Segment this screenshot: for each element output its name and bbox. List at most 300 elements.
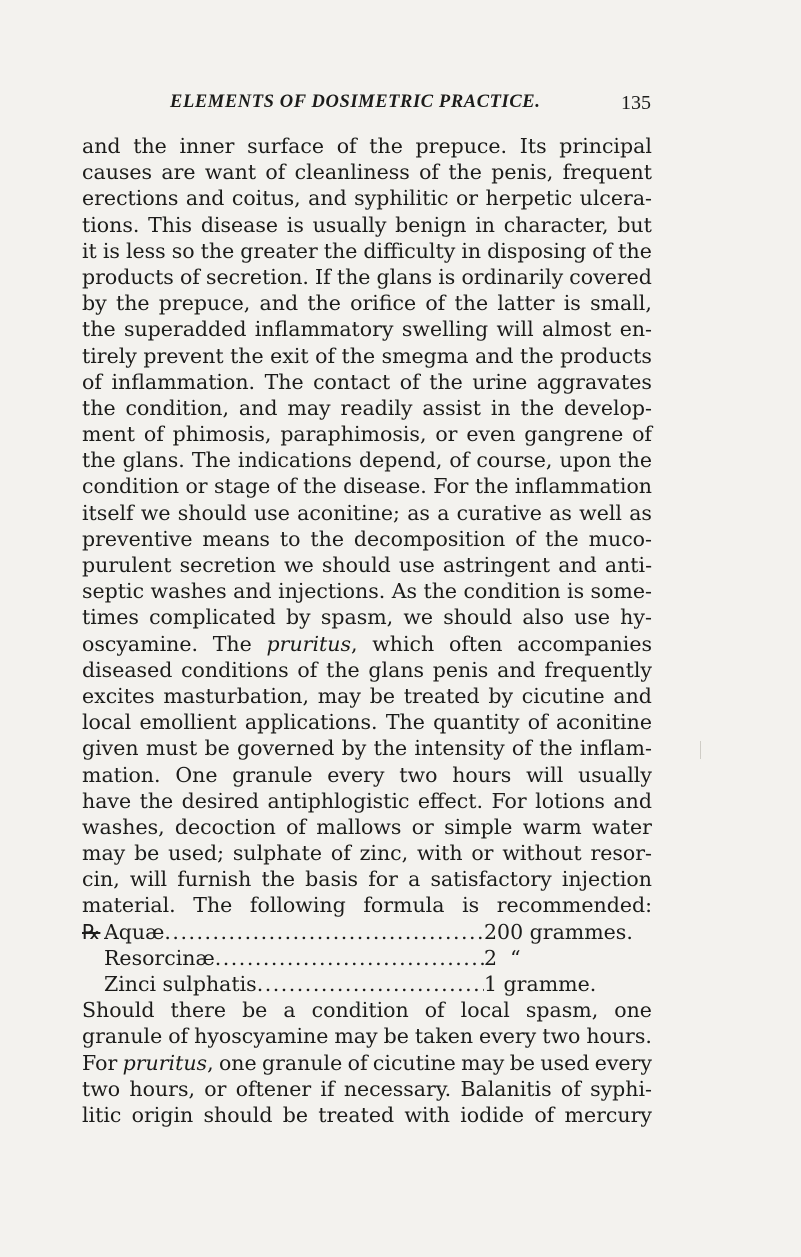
word: origin (131, 1102, 194, 1127)
word: satisfactory (430, 867, 552, 892)
word: usually (312, 212, 387, 237)
word: injections. (278, 579, 386, 604)
paragraph-before-formula (82, 133, 652, 919)
formula-row (82, 971, 652, 997)
word: be (204, 736, 230, 761)
word: and (308, 186, 347, 211)
word: aggravates (536, 369, 652, 394)
word: recommended: (496, 893, 652, 918)
text-line (82, 866, 652, 892)
word: of (399, 369, 420, 394)
word: is (102, 238, 120, 263)
word: two (82, 1076, 121, 1101)
word: gangrene (524, 422, 624, 447)
word: inflammation. (111, 369, 256, 394)
text-line (82, 526, 652, 552)
word: will (129, 867, 168, 892)
prescription-formula (82, 919, 652, 998)
word: with (404, 1102, 450, 1127)
formula-quantity: 2 “ (484, 945, 521, 970)
word: zinc, (359, 841, 409, 866)
text-line (82, 212, 652, 238)
word: to (279, 526, 301, 551)
formula-row (82, 919, 652, 945)
word: smegma (381, 343, 469, 368)
text-line (82, 1076, 652, 1102)
page-number: 135 (621, 92, 651, 114)
formula-ingredient: Resorcinæ (104, 945, 215, 970)
word: orifice (350, 291, 417, 316)
text-line (82, 683, 652, 709)
word: hy- (620, 605, 652, 630)
scan-artifact (700, 741, 701, 759)
text-line (82, 709, 652, 735)
word: basis (305, 867, 359, 892)
word: spasm, (320, 605, 394, 630)
word: latter (497, 291, 555, 316)
formula-quantity: 200 grammes. (484, 919, 633, 944)
word: also (522, 605, 564, 630)
word: the (520, 343, 554, 368)
word: in (475, 212, 495, 237)
word: and (613, 683, 652, 708)
word: of (347, 1050, 368, 1075)
word: be (369, 683, 395, 708)
word: furnish (177, 867, 252, 892)
word: astringent (442, 553, 551, 577)
word: granule (232, 762, 313, 787)
word: of (82, 369, 102, 394)
text-line (82, 788, 652, 814)
word: often (449, 631, 503, 656)
word: syphilitic (354, 186, 449, 211)
word: treated (318, 1102, 395, 1127)
word: some- (590, 579, 652, 604)
word: and (474, 343, 514, 368)
word: less (125, 238, 166, 263)
word: one (218, 1050, 257, 1075)
word: secretion (179, 553, 276, 577)
word: glans (376, 264, 433, 289)
word: almost (542, 317, 612, 342)
word: the (82, 317, 116, 342)
word: muco- (588, 526, 652, 551)
word: and (613, 788, 652, 813)
word: may (334, 1024, 378, 1049)
word: Its (519, 134, 547, 158)
text-line (82, 316, 652, 342)
word: granule (82, 1024, 163, 1049)
word: of (276, 474, 297, 499)
word: the (115, 291, 150, 316)
word: contact (313, 369, 391, 394)
word: cicutine (372, 1050, 456, 1075)
word: surface (247, 134, 325, 158)
word: indications (237, 448, 352, 473)
word: necessary. (343, 1076, 452, 1101)
text-line (82, 369, 652, 395)
word: in (461, 238, 482, 263)
word: aconitine (556, 710, 652, 735)
word: of (419, 160, 439, 185)
word: penis (432, 657, 489, 682)
word: sulphate (232, 841, 323, 866)
word: superadded (123, 317, 247, 342)
word: means (202, 526, 270, 551)
word: local (82, 710, 132, 735)
word: antiphlogistic (267, 788, 410, 813)
word: emollient (139, 710, 237, 735)
word: effect. (417, 788, 483, 813)
word: will (496, 317, 534, 342)
word: of (515, 526, 536, 551)
word: inner (179, 134, 235, 158)
word: or (455, 186, 479, 211)
word: it (82, 238, 97, 263)
word: may (82, 841, 126, 866)
paragraph-after-formula (82, 997, 652, 1128)
word: may (317, 683, 361, 708)
word: governed (236, 736, 335, 761)
text-line (82, 1023, 652, 1049)
word: tions. (82, 212, 140, 237)
word: cicutine (521, 683, 605, 708)
word: condition, (125, 395, 230, 420)
word: the (520, 395, 555, 420)
text-line (82, 631, 652, 657)
text-line (82, 343, 652, 369)
word: but (617, 212, 652, 237)
word: septic (82, 579, 145, 604)
formula-row (82, 945, 652, 971)
word: Balanitis (460, 1076, 552, 1101)
word: taken (414, 1024, 474, 1049)
word: develop- (563, 395, 652, 420)
text-line (82, 1050, 652, 1076)
word: urine (472, 369, 528, 394)
word: and (233, 579, 272, 604)
word: the (200, 238, 235, 263)
word: well (579, 500, 622, 525)
word: prevent (143, 343, 224, 368)
word: use (574, 605, 610, 630)
word: following (249, 893, 346, 918)
word: or (204, 1076, 227, 1101)
word: or (435, 422, 458, 447)
word: formula (363, 893, 445, 918)
word: even (466, 422, 516, 447)
word: hours, (129, 1076, 195, 1101)
word: should (203, 1102, 273, 1127)
word: resor- (590, 841, 652, 866)
word: ordinarily (461, 264, 564, 289)
word: be (509, 1050, 535, 1075)
word: glans. (122, 448, 185, 473)
word: two (399, 762, 438, 787)
text-line (82, 604, 652, 630)
word: the (139, 788, 174, 813)
word: and (238, 395, 278, 420)
word: will (526, 762, 564, 787)
word: or (185, 474, 208, 499)
word: The (193, 893, 233, 918)
word: complicated (149, 605, 276, 630)
word: of (297, 657, 318, 682)
word: readily (340, 395, 413, 420)
word: and (185, 186, 225, 211)
dot-leader (257, 971, 484, 997)
word: one (614, 998, 652, 1023)
dot-leader (215, 945, 484, 971)
word: with (416, 841, 463, 866)
word: assist (422, 395, 481, 420)
word: erections (82, 186, 179, 211)
word: inflammatory (254, 317, 394, 342)
word: products (82, 264, 174, 289)
word: by (82, 291, 107, 316)
word: desired (181, 788, 260, 813)
word: of (315, 343, 336, 368)
dot-leader (164, 919, 484, 945)
word: principal (559, 134, 652, 158)
word: is (563, 291, 581, 316)
text-line (82, 892, 652, 918)
word: the (310, 526, 344, 551)
word: as (407, 500, 430, 525)
text-line (82, 735, 652, 761)
word: cleanliness (294, 160, 410, 185)
word: depend, (359, 448, 443, 473)
word: applications. (244, 710, 378, 735)
word: without (502, 841, 582, 866)
word: causes (82, 160, 153, 185)
word: The (385, 710, 425, 735)
formula-ingredient: Aquæ (104, 919, 165, 944)
text-line (82, 997, 652, 1023)
word: the (448, 160, 482, 185)
text-line (82, 264, 652, 290)
word: of (425, 291, 446, 316)
word: for (368, 867, 398, 892)
word: ulcera- (579, 186, 652, 211)
text-line (82, 238, 652, 264)
word: used (540, 1050, 590, 1075)
word: every (479, 1024, 537, 1049)
word: and (558, 553, 597, 577)
rx-symbol: ℞ (82, 919, 101, 944)
word: of (286, 814, 307, 839)
word: difficulty (363, 238, 456, 263)
word: the (454, 291, 489, 316)
word: of (168, 1024, 189, 1049)
word: preventive (82, 526, 193, 551)
word: by (341, 736, 367, 761)
word: pruritus, (266, 631, 358, 656)
word: purulent (82, 553, 172, 577)
word: the (539, 736, 573, 761)
word: or (411, 814, 434, 839)
word: should (443, 605, 513, 630)
text-line (82, 133, 652, 159)
word: hours. (586, 1024, 652, 1049)
text-line (82, 185, 652, 211)
word: we (403, 605, 434, 630)
word: the (82, 395, 116, 420)
word: diseased (82, 657, 173, 682)
word: as (549, 500, 572, 525)
word: For (491, 788, 527, 813)
word: the (618, 448, 652, 473)
word: is (462, 893, 480, 918)
word: be (242, 998, 268, 1023)
word: the (618, 238, 652, 263)
word: hours (452, 762, 512, 787)
word: If (315, 264, 331, 289)
word: swelling (401, 317, 489, 342)
word: the (369, 134, 403, 158)
text-line (82, 421, 652, 447)
word: ment (82, 422, 136, 447)
word: as (629, 500, 652, 525)
word: stage (214, 474, 271, 499)
word: small, (590, 291, 652, 316)
word: This (148, 212, 193, 237)
word: oftener (235, 1076, 312, 1101)
word: the (341, 343, 376, 368)
word: simple (444, 814, 513, 839)
word: the (230, 343, 264, 368)
word: penis, (491, 160, 554, 185)
word: course, (476, 448, 553, 473)
word: benign (395, 212, 467, 237)
word: every (594, 1050, 652, 1075)
word: mation. (82, 762, 161, 787)
word: conditions (181, 657, 289, 682)
word: a (408, 867, 421, 892)
word: be (383, 1024, 409, 1049)
word: disease (200, 212, 279, 237)
word: if (320, 1076, 335, 1101)
word: masturbation, (163, 683, 309, 708)
word: frequent (562, 160, 652, 185)
word: lotions (535, 788, 605, 813)
word: of (534, 1102, 555, 1127)
word: paraphimosis, (280, 422, 427, 447)
word: of (449, 448, 470, 473)
word: in (490, 395, 511, 420)
word: two (542, 1024, 581, 1049)
text-line (82, 447, 652, 473)
word: should (321, 553, 391, 577)
word: is (567, 579, 585, 604)
word: of (179, 264, 200, 289)
word: a (283, 998, 296, 1023)
word: As (391, 579, 418, 604)
word: granule (262, 1050, 343, 1075)
running-title: ELEMENTS OF DOSIMETRIC PRACTICE. (170, 92, 541, 112)
word: and (259, 291, 299, 316)
word: For (82, 1050, 118, 1075)
word: condition (311, 998, 409, 1023)
word: the (336, 264, 371, 289)
word: of (527, 710, 548, 735)
word: is (286, 212, 304, 237)
word: anti- (604, 553, 652, 577)
word: the (133, 134, 167, 158)
word: and (497, 657, 536, 682)
word: may (461, 1050, 505, 1075)
text-line (82, 473, 652, 499)
word: is (438, 264, 456, 289)
formula-ingredient: Zinci sulphatis (104, 972, 257, 996)
text-line (82, 290, 652, 316)
word: inflammation (514, 474, 652, 499)
text-line (82, 840, 652, 866)
word: may (287, 395, 331, 420)
word: Should (82, 998, 155, 1023)
word: the (429, 369, 463, 394)
word: so (171, 238, 195, 263)
word: of (592, 238, 613, 263)
word: of (424, 998, 445, 1023)
word: treated (403, 683, 480, 708)
word: the (307, 291, 341, 316)
word: used; (168, 841, 225, 866)
word: the (373, 736, 408, 761)
text-line (82, 159, 652, 185)
word: the (82, 448, 116, 473)
word: hyoscyamine (194, 1024, 329, 1049)
word: itself (82, 500, 134, 525)
word: coitus, (231, 186, 301, 211)
body-text (82, 133, 652, 1128)
word: upon (559, 448, 612, 473)
word: are (161, 160, 196, 185)
word: be (134, 841, 160, 866)
word: of (143, 422, 164, 447)
word: greater (240, 238, 318, 263)
word: injection (561, 867, 652, 892)
word: excites (82, 683, 155, 708)
word: decomposition (353, 526, 506, 551)
word: be (282, 1102, 308, 1127)
text-line (82, 1102, 652, 1128)
word: given (82, 736, 139, 761)
word: have (82, 788, 132, 813)
word: en- (619, 317, 652, 342)
word: we (140, 500, 171, 525)
word: the (261, 867, 296, 892)
word: phimosis, (172, 422, 272, 447)
word: of (336, 134, 357, 158)
text-line (82, 762, 652, 788)
word: the (474, 474, 509, 499)
word: iodide (460, 1102, 525, 1127)
word: mercury (564, 1102, 652, 1127)
word: times (82, 605, 139, 630)
word: the (326, 657, 360, 682)
word: there (170, 998, 227, 1023)
word: exit (270, 343, 309, 368)
word: the (323, 238, 358, 263)
word: disposing (487, 238, 587, 263)
word: we (284, 553, 314, 577)
word: oscyamine. (82, 631, 198, 656)
word: the (423, 579, 458, 604)
word: disease. (343, 474, 427, 499)
word: prepuce. (415, 134, 508, 158)
word: covered (569, 264, 652, 289)
